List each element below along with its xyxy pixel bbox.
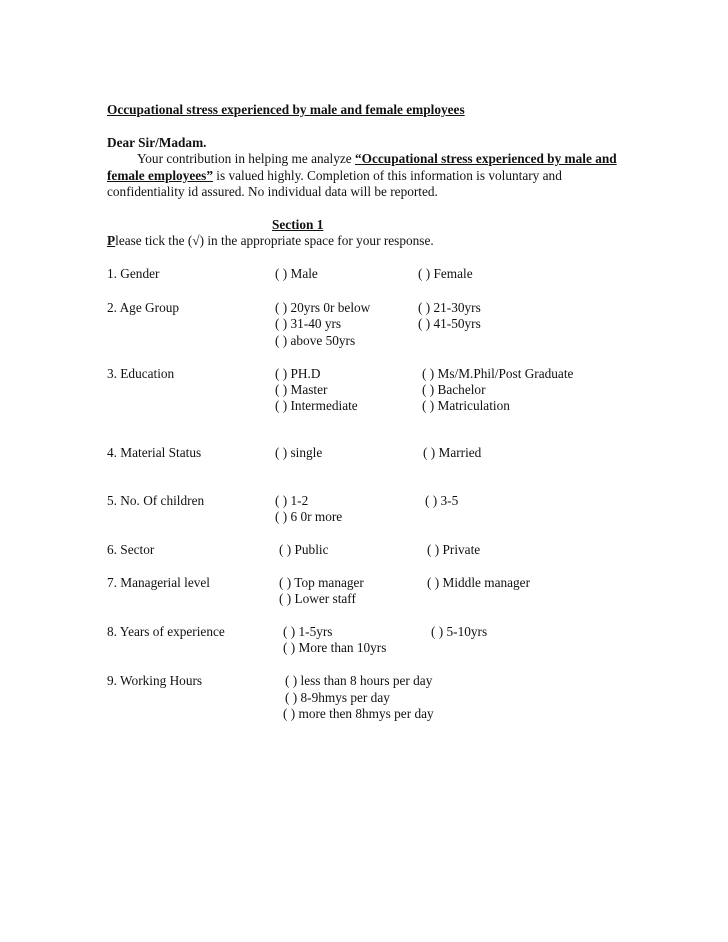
question-label: 6. Sector — [107, 542, 155, 557]
question-label: 9. Working Hours — [107, 673, 203, 688]
intro-study-title: “Occupational stress experienced by male and female employees” — [107, 151, 617, 183]
option-matriculation[interactable]: ( ) Matriculation — [422, 398, 510, 413]
option-master[interactable]: ( ) Master — [275, 382, 328, 397]
option-age-20-below[interactable]: ( ) 20yrs 0r below — [275, 300, 371, 315]
option-bachelor[interactable]: ( ) Bachelor — [422, 382, 486, 397]
instruction-text: lease tick the (√) in the appropriate space for your response. — [115, 233, 434, 248]
option-private[interactable]: ( ) Private — [427, 542, 481, 557]
option-exp-more-10[interactable]: ( ) More than 10yrs — [283, 640, 387, 655]
option-top-manager[interactable]: ( ) Top manager — [279, 575, 364, 590]
option-children-3-5[interactable]: ( ) 3-5 — [425, 493, 459, 508]
option-age-above-50[interactable]: ( ) above 50yrs — [275, 333, 356, 348]
option-married[interactable]: ( ) Married — [423, 445, 482, 460]
question-label: 7. Managerial level — [107, 575, 211, 590]
option-children-6-more[interactable]: ( ) 6 0r more — [275, 509, 343, 524]
option-female[interactable]: ( ) Female — [418, 266, 473, 281]
instruction-line — [107, 233, 434, 249]
option-lower-staff[interactable]: ( ) Lower staff — [279, 591, 356, 606]
question-label: 5. No. Of children — [107, 493, 205, 508]
option-age-31-40[interactable]: ( ) 31-40 yrs — [275, 316, 342, 331]
option-children-1-2[interactable]: ( ) 1-2 — [275, 493, 309, 508]
option-exp-1-5[interactable]: ( ) 1-5yrs — [283, 624, 333, 639]
option-hours-less-8[interactable]: ( ) less than 8 hours per day — [285, 673, 433, 688]
intro-paragraph — [107, 151, 627, 201]
option-phd[interactable]: ( ) PH.D — [275, 366, 321, 381]
question-label: 4. Material Status — [107, 445, 202, 460]
option-age-41-50[interactable]: ( ) 41-50yrs — [418, 316, 481, 331]
option-hours-8-9[interactable]: ( ) 8-9hmys per day — [285, 690, 390, 705]
option-hours-more-8[interactable]: ( ) more then 8hmys per day — [283, 706, 434, 721]
instruction-first-letter: P — [107, 233, 116, 248]
section-heading: Section 1 — [272, 217, 324, 232]
intro-text-end: is valued highly. Completion of this information is voluntary and confidentiality id assured. No individual data will be reported. — [107, 167, 562, 199]
question-label: 1. Gender — [107, 266, 160, 281]
option-intermediate[interactable]: ( ) Intermediate — [275, 398, 358, 413]
option-ms-mphil[interactable]: ( ) Ms/M.Phil/Post Graduate — [422, 366, 574, 381]
salutation: Dear Sir/Madam. — [107, 135, 207, 150]
question-label: 8. Years of experience — [107, 624, 225, 639]
option-public[interactable]: ( ) Public — [279, 542, 329, 557]
question-label: 3. Education — [107, 366, 175, 381]
intro-text-start: Your contribution in helping me analyze — [137, 151, 356, 166]
question-label: 2. Age Group — [107, 300, 180, 315]
document-title: Occupational stress experienced by male and female employees — [107, 102, 465, 117]
option-single[interactable]: ( ) single — [275, 445, 323, 460]
option-male[interactable]: ( ) Male — [275, 266, 318, 281]
option-age-21-30[interactable]: ( ) 21-30yrs — [418, 300, 481, 315]
option-middle-manager[interactable]: ( ) Middle manager — [427, 575, 531, 590]
option-exp-5-10[interactable]: ( ) 5-10yrs — [431, 624, 488, 639]
